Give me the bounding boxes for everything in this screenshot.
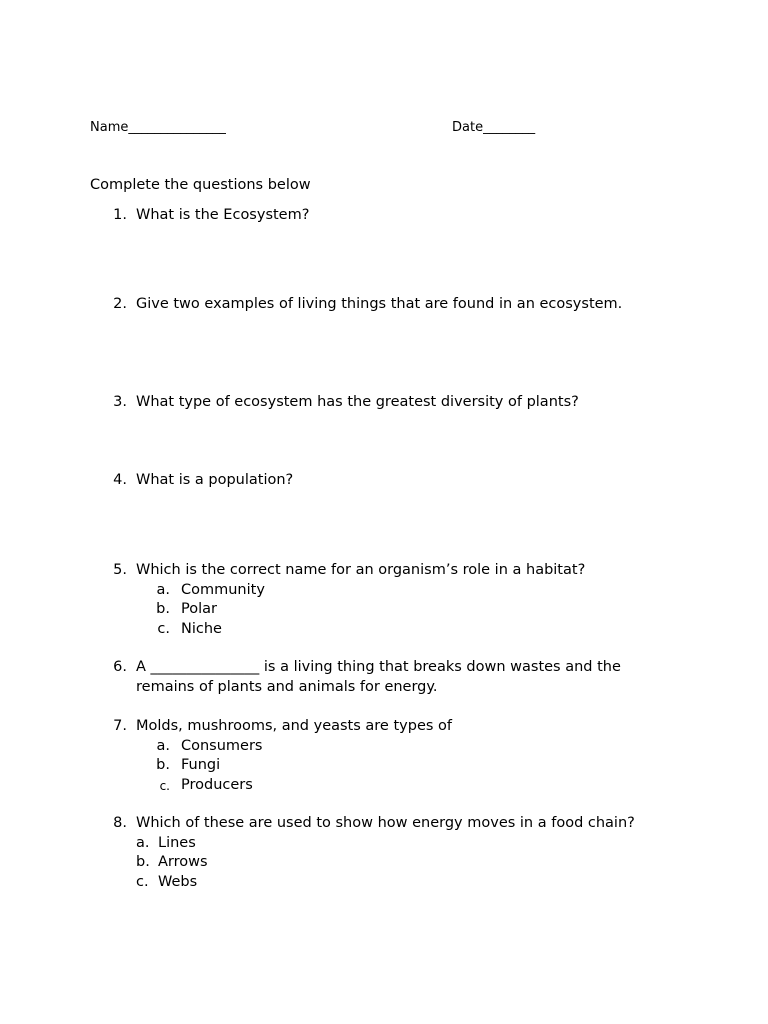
option-letter: b. — [156, 757, 170, 773]
question-text: What type of ecosystem has the greatest diversity of plants? — [136, 394, 579, 410]
question-text: Which is the correct name for an organism’s role in a habitat? — [136, 562, 586, 578]
question-number: 7. — [113, 718, 127, 734]
question-text: What is the Ecosystem? — [136, 207, 310, 223]
option-text: Consumers — [181, 738, 263, 754]
option-text: Fungi — [181, 757, 221, 773]
option-text: Niche — [181, 621, 222, 637]
option-text: Polar — [181, 601, 217, 617]
question-number: 6. — [113, 659, 127, 675]
question-1 — [0, 208, 768, 226]
question-number: 1. — [113, 207, 127, 223]
option-letter: c. — [157, 621, 170, 637]
option-letter: b. — [156, 601, 170, 617]
question-text-continued: remains of plants and animals for energy. — [136, 679, 438, 695]
question-3 — [0, 395, 768, 413]
name-field-label: Name_______________ — [90, 120, 226, 135]
question-text: Which of these are used to show how energy moves in a food chain? — [136, 815, 635, 831]
question-text: What is a population? — [136, 472, 294, 488]
option-text: Producers — [181, 777, 253, 793]
question-text: Molds, mushrooms, and yeasts are types of — [136, 718, 452, 734]
option-letter: a. — [156, 738, 170, 754]
question-5 — [0, 563, 768, 643]
question-text: Give two examples of living things that are found in an ecosystem. — [136, 296, 623, 312]
option-text: Webs — [158, 874, 198, 890]
question-8 — [0, 816, 768, 896]
option-text: Arrows — [158, 854, 208, 870]
question-number: 8. — [113, 815, 127, 831]
option-letter: c. — [159, 779, 170, 793]
option-letter: c. — [136, 874, 149, 890]
question-text: A _______________ is a living thing that breaks down wastes and the — [136, 659, 621, 675]
question-number: 4. — [113, 472, 127, 488]
option-letter: b. — [136, 854, 150, 870]
question-4 — [0, 473, 768, 491]
option-text: Lines — [158, 835, 196, 851]
question-7 — [0, 719, 768, 799]
question-number: 2. — [113, 296, 127, 312]
question-2 — [0, 297, 768, 315]
option-letter: a. — [136, 835, 150, 851]
question-number: 3. — [113, 394, 127, 410]
question-number: 5. — [113, 562, 127, 578]
question-6 — [0, 660, 768, 700]
option-letter: a. — [156, 582, 170, 598]
date-field-label: Date________ — [452, 120, 536, 135]
option-text: Community — [181, 582, 265, 598]
instructions: Complete the questions below — [90, 177, 311, 193]
